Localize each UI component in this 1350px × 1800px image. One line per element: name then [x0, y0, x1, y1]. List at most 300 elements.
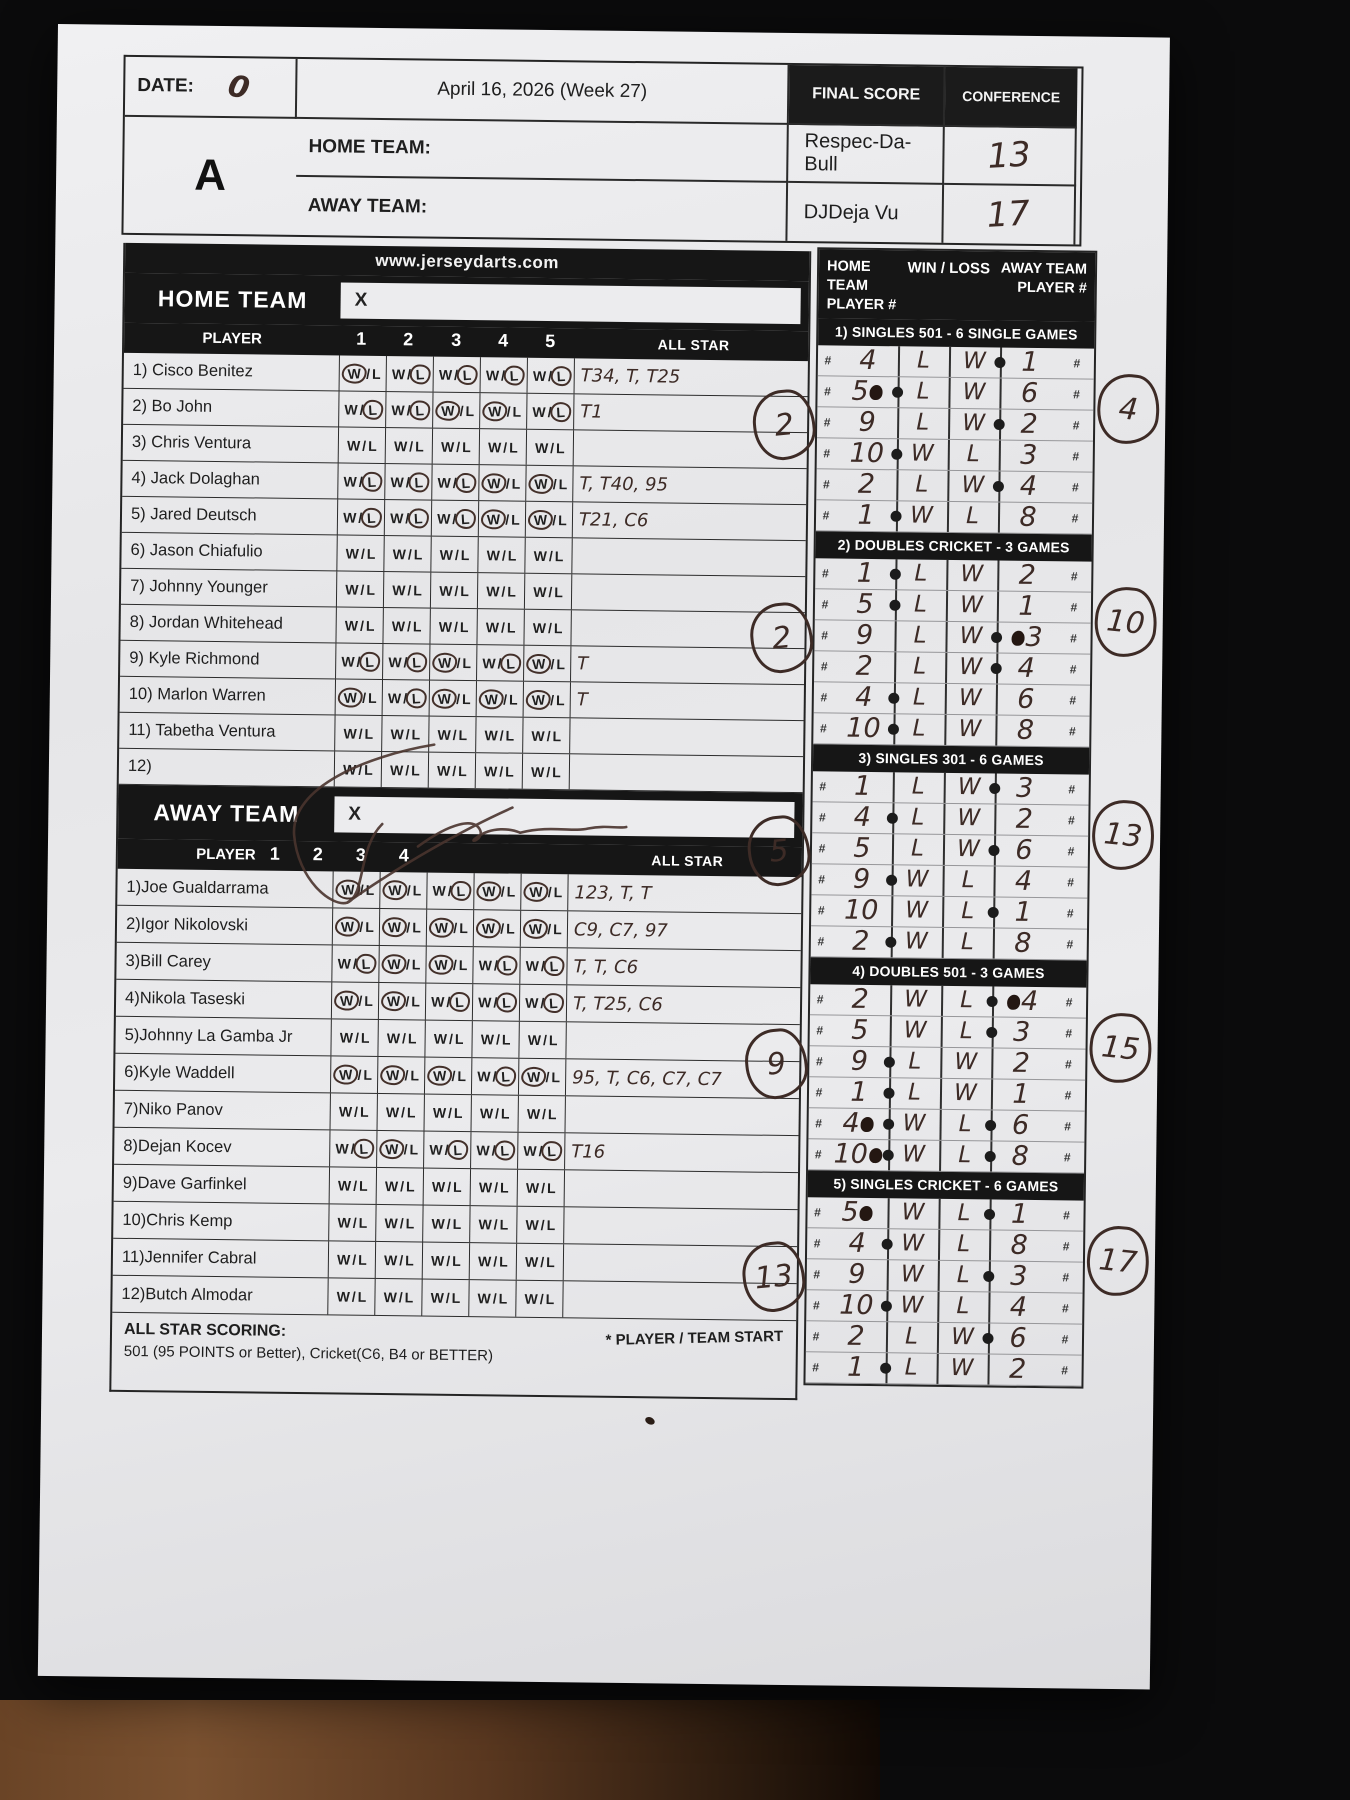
away-win-loss: W: [962, 379, 986, 406]
all-star-notation: [570, 754, 803, 792]
win-loss-separator: /: [497, 654, 502, 671]
start-dot: [888, 692, 899, 703]
hash-mark: #: [824, 383, 832, 399]
date-label: DATE:: [137, 74, 195, 97]
start-dot: [887, 812, 898, 823]
loss-mark: L: [367, 689, 377, 706]
win-mark: W: [429, 1141, 443, 1158]
win-loss-separator: /: [550, 655, 555, 672]
hash-mark: #: [1064, 1087, 1072, 1102]
loss-mark: L: [415, 437, 424, 454]
start-dot: [989, 782, 1000, 793]
win-mark: W: [431, 1178, 446, 1195]
win-mark: W: [337, 955, 352, 972]
ink-blot: [860, 1206, 873, 1221]
result-row: [809, 1046, 1085, 1080]
game-result-cell: [378, 1094, 425, 1131]
result-row: [808, 1139, 1084, 1173]
hash-mark: #: [817, 933, 825, 948]
result-row: [818, 345, 1094, 379]
player-name: 6)Kyle Waddell: [115, 1054, 331, 1093]
win-loss-separator: /: [541, 1105, 547, 1123]
home-player-number: 10: [839, 1289, 874, 1322]
start-dot: [987, 995, 998, 1006]
away-tally-circle: 13: [1089, 797, 1158, 873]
win-mark: W: [481, 508, 507, 529]
all-star-notation: C9, C7, 97: [573, 918, 668, 942]
player-name: 8) Jordan Whitehead: [120, 605, 336, 643]
game-result-cell: [479, 501, 526, 537]
away-win-loss: L: [961, 867, 975, 894]
game-result-cell: [473, 984, 520, 1021]
result-row: [811, 864, 1087, 898]
hash-mark: #: [1072, 448, 1080, 464]
home-player-number: 4: [853, 801, 872, 834]
away-win-loss: W: [954, 1049, 978, 1076]
win-mark: W: [336, 1251, 351, 1268]
home-player-number: 1: [846, 1351, 865, 1383]
win-mark: W: [391, 365, 406, 382]
game-result-cell: [380, 909, 427, 946]
win-loss-separator: /: [493, 994, 498, 1011]
win-loss-separator: /: [407, 545, 412, 562]
game-result-cell: [423, 1206, 470, 1243]
away-win-loss: W: [957, 805, 981, 832]
hash-mark: #: [821, 596, 829, 611]
hash-mark: #: [812, 1297, 820, 1312]
result-row: [810, 984, 1086, 1018]
win-loss-separator: /: [351, 1288, 356, 1305]
hash-mark: #: [1063, 1207, 1070, 1222]
win-loss-separator: /: [550, 691, 555, 708]
game-result-cell: [426, 984, 473, 1021]
home-team-bar: [124, 273, 809, 331]
loss-mark: L: [455, 472, 477, 493]
game-column-number: 1: [356, 328, 367, 349]
win-loss-separator: /: [403, 1141, 408, 1158]
loss-mark: L: [361, 507, 383, 528]
date-value: April 16, 2026 (Week 27): [437, 78, 648, 103]
win-loss-separator: /: [358, 473, 363, 490]
win-loss-separator: /: [362, 689, 367, 706]
conference-value: A: [193, 150, 227, 201]
win-mark: W: [432, 882, 446, 899]
loss-mark: L: [409, 399, 431, 420]
win-mark: W: [431, 688, 457, 709]
win-loss-separator: /: [546, 763, 551, 780]
loss-mark: L: [546, 1180, 556, 1197]
win-loss-separator: /: [550, 439, 555, 456]
website-bar: www.jerseydarts.com: [125, 243, 809, 281]
loss-mark: L: [462, 654, 472, 671]
win-loss-separator: /: [354, 1029, 360, 1046]
hash-mark: #: [815, 1084, 823, 1099]
game-result-cell: [517, 1244, 564, 1281]
all-star-scoring-footer: [111, 1313, 796, 1398]
win-mark: W: [482, 654, 496, 671]
loss-mark: L: [362, 399, 384, 420]
result-row: [807, 1228, 1083, 1262]
win-mark: W: [381, 953, 407, 974]
game-result-cell: [518, 1170, 565, 1207]
player-name: 12)Butch Almodar: [112, 1276, 328, 1315]
loss-mark: L: [496, 992, 518, 1013]
loss-mark: L: [546, 1254, 555, 1271]
win-loss-separator: /: [540, 1253, 545, 1271]
all-star-notation: T16: [571, 1140, 606, 1163]
win-loss-separator: /: [456, 654, 461, 671]
away-player-number: 8: [1019, 501, 1037, 534]
result-row: [810, 1015, 1086, 1049]
win-mark: W: [439, 546, 454, 563]
loss-mark: L: [368, 437, 377, 454]
section-singles-501: [773, 318, 1140, 534]
loss-mark: L: [459, 618, 469, 635]
loss-mark: L: [460, 546, 470, 563]
result-row: [812, 833, 1088, 867]
win-mark: W: [528, 509, 554, 530]
away-player-number: 4: [1009, 1291, 1028, 1323]
win-loss-separator: /: [448, 1030, 453, 1047]
game-result-cell: [386, 428, 433, 464]
player-name: 3) Chris Ventura: [123, 425, 339, 463]
win-loss-separator: /: [545, 1069, 550, 1086]
loss-mark: L: [499, 1179, 509, 1196]
win-loss-separator: /: [447, 882, 452, 899]
win-mark: W: [476, 1142, 490, 1159]
hash-mark: #: [814, 1146, 822, 1161]
away-player-number: 1: [1018, 590, 1036, 623]
win-mark: W: [524, 1253, 539, 1270]
win-loss-separator: /: [358, 992, 363, 1009]
hash-mark: #: [1061, 1300, 1069, 1315]
win-loss-separator: /: [405, 956, 410, 973]
game-result-cell: [425, 1021, 472, 1058]
win-loss-separator: /: [492, 1290, 497, 1307]
win-loss-separator: /: [540, 994, 545, 1012]
away-player-number: 2: [1008, 1353, 1027, 1385]
footer-line-1: ALL STAR SCORING:: [123, 1320, 287, 1340]
game-result-cell: [331, 1093, 378, 1130]
loss-mark: L: [453, 1104, 463, 1122]
game-result-cell: [524, 646, 571, 682]
start-dot: [889, 599, 900, 610]
home-win-loss: W: [910, 440, 934, 467]
start-dot: [993, 480, 1004, 491]
result-row: [814, 651, 1090, 685]
win-mark: W: [436, 762, 451, 779]
win-mark: W: [345, 581, 359, 598]
win-mark: W: [532, 367, 547, 384]
win-mark: W: [383, 1252, 398, 1269]
loss-mark: L: [409, 363, 431, 384]
win-mark: W: [390, 509, 404, 526]
player-name: 1) Cisco Benitez: [124, 353, 340, 391]
game-result-cell: [383, 644, 430, 680]
win-loss-separator: /: [548, 583, 553, 600]
win-mark: W: [482, 400, 508, 421]
loss-mark: L: [506, 883, 516, 900]
start-dot: [988, 906, 999, 917]
start-dot: [892, 386, 903, 397]
win-loss-separator: /: [493, 1216, 498, 1233]
result-row: [806, 1290, 1082, 1324]
game-result-cell: [471, 1132, 518, 1169]
win-mark: W: [523, 881, 549, 902]
win-mark: W: [337, 1214, 351, 1231]
win-loss-separator: /: [540, 1216, 545, 1234]
player-name: 2)Igor Nikolovski: [117, 906, 333, 945]
game-result-cell: [472, 1095, 519, 1132]
win-loss-separator: /: [407, 365, 412, 382]
win-mark: W: [428, 954, 454, 975]
result-row: [814, 682, 1090, 716]
game-result-cell: [523, 718, 570, 754]
win-mark: W: [427, 1065, 453, 1086]
game-result-cell: [517, 1207, 564, 1244]
win-loss-separator: /: [409, 437, 414, 454]
loss-mark: L: [558, 475, 568, 492]
player-name: 2) Bo John: [123, 389, 339, 427]
game-result-cell: [476, 717, 523, 753]
loss-mark: L: [457, 1067, 467, 1085]
win-loss-separator: /: [358, 761, 363, 778]
home-team-section-label: HOME TEAM: [157, 284, 308, 313]
start-dot: [984, 1208, 995, 1219]
home-win-loss: L: [904, 1354, 918, 1381]
away-start-box: [334, 796, 794, 838]
result-row: [817, 438, 1093, 472]
home-tally-circle: 13: [740, 1239, 808, 1314]
away-player-number: 6: [1017, 683, 1035, 716]
game-result-cell: [431, 573, 478, 609]
win-loss-separator: /: [501, 546, 506, 564]
away-player-number: 3: [996, 624, 1056, 652]
away-final-score-cell: [943, 185, 1076, 245]
game-result-cell: [338, 499, 385, 535]
ink-blot: [861, 1117, 874, 1132]
loss-mark: L: [495, 1066, 517, 1087]
win-loss-separator: /: [407, 581, 412, 598]
home-win-loss: W: [904, 928, 928, 955]
home-start-box: [340, 282, 800, 324]
date-label-cell: [125, 57, 298, 119]
game-result-cell: [431, 537, 478, 573]
away-player-number: 8: [1016, 714, 1035, 747]
player-team-start-note: * PLAYER / TEAM START: [605, 1327, 784, 1349]
away-win-loss: W: [959, 623, 983, 650]
game-result-cell: [384, 572, 431, 608]
game-result-cell: [472, 1021, 519, 1058]
game-result-cell: [333, 871, 380, 908]
home-win-loss: W: [901, 1230, 925, 1257]
game-result-cell: [432, 501, 479, 537]
player-name: 4)Nikola Taseski: [116, 980, 332, 1019]
game-result-cell: [516, 1281, 563, 1318]
loss-mark: L: [412, 617, 422, 634]
win-loss-separator: /: [495, 1031, 500, 1048]
home-player-number: 9: [858, 406, 876, 439]
result-row: [812, 802, 1088, 836]
game-result-cell: [477, 681, 524, 717]
game-result-cell: [519, 1059, 566, 1096]
game-result-cell: [336, 643, 383, 679]
loss-mark: L: [413, 545, 423, 562]
loss-mark: L: [404, 1289, 414, 1306]
result-row: [813, 771, 1089, 805]
header-home-player: HOME TEAM PLAYER #: [826, 258, 897, 313]
home-win-loss: W: [903, 1017, 927, 1044]
start-dot: [994, 356, 1005, 367]
result-row: [817, 376, 1093, 410]
game-result-cell: [429, 753, 476, 789]
game-column-number: 4: [498, 330, 509, 351]
home-tally-circle: 2: [750, 387, 818, 462]
win-mark: W: [437, 726, 451, 743]
away-tally-circle: 4: [1094, 371, 1163, 447]
loss-mark: L: [406, 1104, 416, 1121]
game-result-cell: [377, 1168, 424, 1205]
win-mark: W: [437, 510, 451, 527]
home-player-number: 5: [837, 378, 897, 406]
game-result-cell: [477, 609, 524, 645]
game-result-cell: [339, 391, 386, 427]
loss-mark: L: [452, 1215, 462, 1233]
away-win-loss: W: [959, 592, 984, 619]
hash-mark: #: [1069, 723, 1076, 739]
away-win-loss: L: [958, 1142, 972, 1169]
win-mark: W: [532, 403, 546, 420]
home-player-number: 9: [852, 863, 871, 896]
win-mark: W: [333, 1064, 359, 1085]
start-dot: [985, 1150, 996, 1161]
game-result-cell: [471, 1169, 518, 1206]
win-loss-separator: /: [403, 689, 408, 706]
win-loss-separator: /: [452, 510, 457, 527]
away-team-bar: [118, 785, 803, 847]
loss-mark: L: [553, 884, 563, 901]
win-mark: W: [337, 686, 363, 707]
win-mark: W: [344, 617, 359, 634]
away-win-loss: W: [962, 348, 986, 375]
away-player-number: 1: [1012, 1078, 1030, 1110]
start-dot: [982, 1332, 993, 1343]
game-column-number: 1: [269, 843, 281, 864]
loss-mark: L: [543, 956, 565, 977]
player-column-label-away: PLAYER: [196, 845, 256, 864]
win-mark: W: [440, 438, 455, 455]
game-result-cell: [433, 393, 480, 429]
game-result-cell: [470, 1243, 517, 1280]
player-name: 9) Kyle Richmond: [120, 641, 336, 679]
loss-mark: L: [365, 918, 374, 935]
game-result-cell: [430, 645, 477, 681]
loss-mark: L: [501, 1031, 511, 1048]
loss-mark: L: [548, 1032, 558, 1049]
loss-mark: L: [456, 364, 478, 385]
win-loss-separator: /: [398, 1289, 403, 1306]
loss-mark: L: [496, 955, 518, 976]
game-result-cell: [524, 682, 571, 718]
player-name: 11) Tabetha Ventura: [119, 713, 335, 751]
win-mark: W: [438, 366, 453, 383]
loss-mark: L: [452, 1178, 462, 1196]
game-result-cell: [379, 983, 426, 1020]
game-result-cell: [474, 910, 521, 947]
game-result-cell: [384, 536, 431, 572]
game-result-cell: [376, 1242, 423, 1279]
loss-mark: L: [509, 439, 518, 456]
home-win-loss: L: [913, 622, 927, 649]
win-mark: W: [336, 1288, 350, 1305]
loss-mark: L: [358, 1214, 368, 1231]
win-mark: W: [342, 761, 357, 778]
away-player-number: 2: [1020, 408, 1038, 441]
loss-mark: L: [358, 1177, 368, 1194]
away-win-loss: L: [957, 1200, 971, 1227]
home-win-loss: L: [908, 1048, 922, 1075]
win-mark: W: [392, 581, 406, 598]
game-result-cell: [339, 427, 386, 463]
win-mark: W: [486, 582, 500, 599]
start-dot: [883, 1118, 894, 1129]
result-row: [815, 589, 1091, 623]
game-result-cell: [427, 873, 474, 910]
game-result-cell: [376, 1205, 423, 1242]
game-result-cell: [382, 752, 429, 788]
loss-mark: L: [555, 691, 565, 708]
hash-mark: #: [821, 627, 829, 642]
start-dot: [883, 1087, 894, 1098]
loss-mark: L: [359, 1103, 369, 1120]
loss-mark: L: [371, 365, 381, 382]
win-mark: W: [345, 545, 360, 562]
loss-mark: L: [498, 1290, 508, 1307]
game-result-cell: [333, 908, 380, 945]
win-mark: W: [386, 1030, 401, 1047]
game-result-cell: [433, 429, 480, 465]
game-result-cell: [480, 429, 527, 465]
game-result-cell: [424, 1132, 471, 1169]
win-loss-separator: /: [400, 1178, 405, 1195]
home-player-number: 1: [850, 1076, 868, 1109]
player-name: 10)Chris Kemp: [113, 1202, 329, 1241]
win-mark: W: [484, 726, 498, 743]
win-mark: W: [343, 473, 357, 490]
player-name: 6) Jason Chiafulio: [121, 533, 337, 571]
game-result-cell: [469, 1280, 516, 1317]
player-column-label: PLAYER: [202, 329, 263, 348]
win-loss-separator: /: [547, 884, 552, 901]
player-name: 9)Dave Garfinkel: [114, 1165, 330, 1204]
win-mark: W: [523, 918, 549, 939]
win-loss-separator: /: [492, 1068, 497, 1085]
away-player-number: 2: [1015, 803, 1034, 836]
win-mark: W: [487, 438, 502, 455]
win-mark: W: [481, 472, 507, 493]
win-loss-separator: /: [405, 993, 410, 1010]
hash-mark: #: [816, 1022, 824, 1037]
win-loss-separator: /: [500, 618, 506, 636]
win-mark: W: [435, 400, 461, 421]
start-dot: [891, 448, 902, 459]
loss-mark: L: [494, 1140, 516, 1161]
win-loss-separator: /: [453, 919, 458, 936]
home-win-loss: W: [905, 897, 929, 924]
away-win-loss: L: [956, 1262, 970, 1289]
loss-mark: L: [552, 763, 561, 780]
player-name: 1)Joe Gualdarrama: [117, 869, 333, 908]
